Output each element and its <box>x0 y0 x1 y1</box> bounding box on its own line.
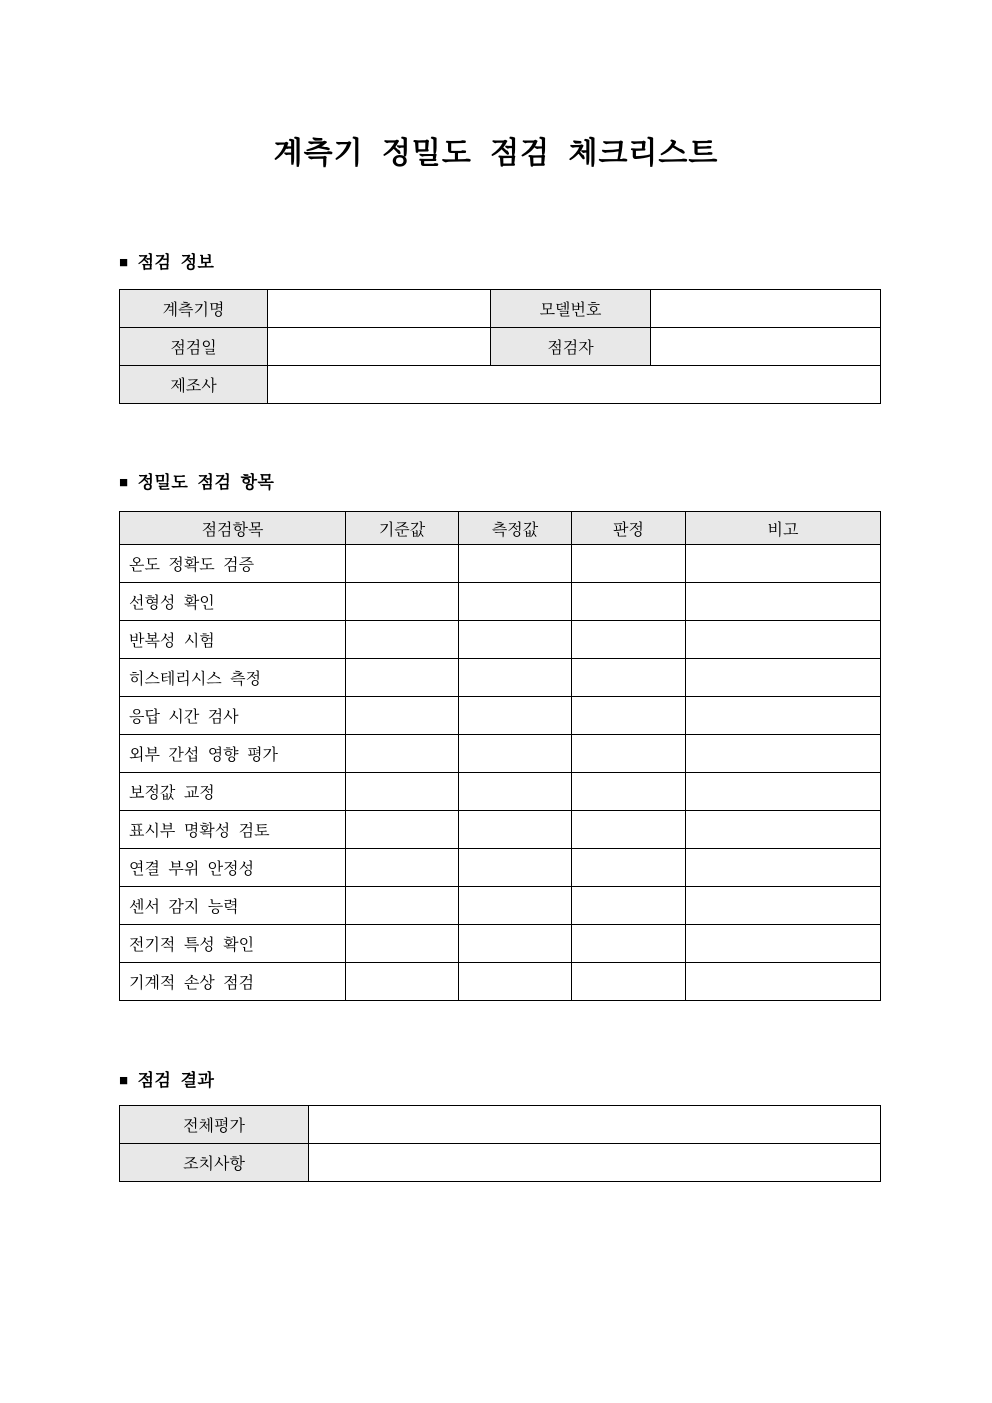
section-heading-precision-items <box>119 472 274 494</box>
input-cell-inspector[interactable] <box>651 328 881 366</box>
table-row <box>120 328 881 366</box>
input-cell-instrument-name[interactable] <box>268 290 491 328</box>
input-cell-standard-value[interactable] <box>346 621 459 659</box>
input-cell-judgment[interactable] <box>572 849 686 887</box>
section-heading-label: 점검 정보 <box>137 253 215 272</box>
input-cell-remark[interactable] <box>686 811 881 849</box>
input-cell-measured-value[interactable] <box>459 735 572 773</box>
section-heading-label: 정밀도 점검 항목 <box>137 473 275 492</box>
input-cell-measured-value[interactable] <box>459 621 572 659</box>
square-bullet-icon: ■ <box>119 474 129 491</box>
input-cell-judgment[interactable] <box>572 811 686 849</box>
input-cell-judgment[interactable] <box>572 583 686 621</box>
check-item-name: 응답 시간 검사 <box>120 697 346 735</box>
input-cell-measured-value[interactable] <box>459 545 572 583</box>
section-heading-label: 점검 결과 <box>137 1071 215 1090</box>
section-heading-inspection-result <box>119 1070 214 1092</box>
check-item-name: 히스테리시스 측정 <box>120 659 346 697</box>
input-cell-measured-value[interactable] <box>459 811 572 849</box>
table-row <box>120 545 881 583</box>
precision-check-items-table <box>119 511 881 1001</box>
input-cell-inspection-date[interactable] <box>268 328 491 366</box>
table-row <box>120 621 881 659</box>
table-row <box>120 849 881 887</box>
input-cell-remark[interactable] <box>686 621 881 659</box>
input-cell-judgment[interactable] <box>572 887 686 925</box>
label-cell-manufacturer: 제조사 <box>120 366 268 404</box>
input-cell-measured-value[interactable] <box>459 773 572 811</box>
label-cell-model-number: 모델번호 <box>491 290 651 328</box>
input-cell-measured-value[interactable] <box>459 963 572 1001</box>
table-row <box>120 366 881 404</box>
input-cell-measured-value[interactable] <box>459 659 572 697</box>
square-bullet-icon: ■ <box>119 254 129 271</box>
table-row <box>120 735 881 773</box>
input-cell-standard-value[interactable] <box>346 697 459 735</box>
input-cell-standard-value[interactable] <box>346 659 459 697</box>
page-title: 계측기 정밀도 점검 체크리스트 <box>273 137 719 170</box>
input-cell-standard-value[interactable] <box>346 887 459 925</box>
column-header-judgment: 판정 <box>572 512 686 545</box>
table-row <box>120 811 881 849</box>
label-cell-instrument-name: 계측기명 <box>120 290 268 328</box>
input-cell-standard-value[interactable] <box>346 545 459 583</box>
table-row <box>120 697 881 735</box>
input-cell-remark[interactable] <box>686 735 881 773</box>
table-row <box>120 659 881 697</box>
input-cell-judgment[interactable] <box>572 963 686 1001</box>
input-cell-measured-value[interactable] <box>459 583 572 621</box>
input-cell-judgment[interactable] <box>572 697 686 735</box>
input-cell-model-number[interactable] <box>651 290 881 328</box>
input-cell-measured-value[interactable] <box>459 697 572 735</box>
input-cell-overall-evaluation[interactable] <box>309 1106 881 1144</box>
column-header-measured-value: 측정값 <box>459 512 572 545</box>
input-cell-standard-value[interactable] <box>346 849 459 887</box>
input-cell-remark[interactable] <box>686 963 881 1001</box>
label-cell-inspector: 점검자 <box>491 328 651 366</box>
check-item-name: 센서 감지 능력 <box>120 887 346 925</box>
input-cell-judgment[interactable] <box>572 621 686 659</box>
input-cell-remark[interactable] <box>686 849 881 887</box>
input-cell-remark[interactable] <box>686 583 881 621</box>
table-row <box>120 290 881 328</box>
input-cell-standard-value[interactable] <box>346 925 459 963</box>
input-cell-remark[interactable] <box>686 887 881 925</box>
input-cell-remark[interactable] <box>686 545 881 583</box>
input-cell-measured-value[interactable] <box>459 925 572 963</box>
label-cell-action-items: 조치사항 <box>120 1144 309 1182</box>
check-item-name: 보정값 교정 <box>120 773 346 811</box>
input-cell-judgment[interactable] <box>572 735 686 773</box>
table-header-row <box>120 512 881 545</box>
inspection-result-table <box>119 1105 881 1182</box>
input-cell-remark[interactable] <box>686 659 881 697</box>
label-cell-overall-evaluation: 전체평가 <box>120 1106 309 1144</box>
input-cell-manufacturer[interactable] <box>268 366 881 404</box>
column-header-check-item: 점검항목 <box>120 512 346 545</box>
column-header-remark: 비고 <box>686 512 881 545</box>
check-item-name: 표시부 명확성 검토 <box>120 811 346 849</box>
input-cell-judgment[interactable] <box>572 545 686 583</box>
input-cell-remark[interactable] <box>686 697 881 735</box>
input-cell-standard-value[interactable] <box>346 735 459 773</box>
check-item-name: 연결 부위 안정성 <box>120 849 346 887</box>
check-item-name: 외부 간섭 영향 평가 <box>120 735 346 773</box>
table-row <box>120 925 881 963</box>
check-item-name: 전기적 특성 확인 <box>120 925 346 963</box>
input-cell-remark[interactable] <box>686 773 881 811</box>
input-cell-standard-value[interactable] <box>346 583 459 621</box>
input-cell-remark[interactable] <box>686 925 881 963</box>
table-row <box>120 1144 881 1182</box>
input-cell-standard-value[interactable] <box>346 963 459 1001</box>
inspection-info-table <box>119 289 881 404</box>
table-row <box>120 963 881 1001</box>
table-row <box>120 887 881 925</box>
check-item-name: 반복성 시험 <box>120 621 346 659</box>
input-cell-measured-value[interactable] <box>459 887 572 925</box>
input-cell-standard-value[interactable] <box>346 773 459 811</box>
column-header-standard-value: 기준값 <box>346 512 459 545</box>
section-heading-inspection-info <box>119 252 214 274</box>
table-row <box>120 1106 881 1144</box>
check-item-name: 선형성 확인 <box>120 583 346 621</box>
check-item-name: 기계적 손상 점검 <box>120 963 346 1001</box>
input-cell-judgment[interactable] <box>572 925 686 963</box>
input-cell-standard-value[interactable] <box>346 811 459 849</box>
square-bullet-icon: ■ <box>119 1072 129 1089</box>
label-cell-inspection-date: 점검일 <box>120 328 268 366</box>
input-cell-judgment[interactable] <box>572 659 686 697</box>
table-row <box>120 583 881 621</box>
input-cell-action-items[interactable] <box>309 1144 881 1182</box>
input-cell-judgment[interactable] <box>572 773 686 811</box>
table-row <box>120 773 881 811</box>
input-cell-measured-value[interactable] <box>459 849 572 887</box>
check-item-name: 온도 정확도 검증 <box>120 545 346 583</box>
